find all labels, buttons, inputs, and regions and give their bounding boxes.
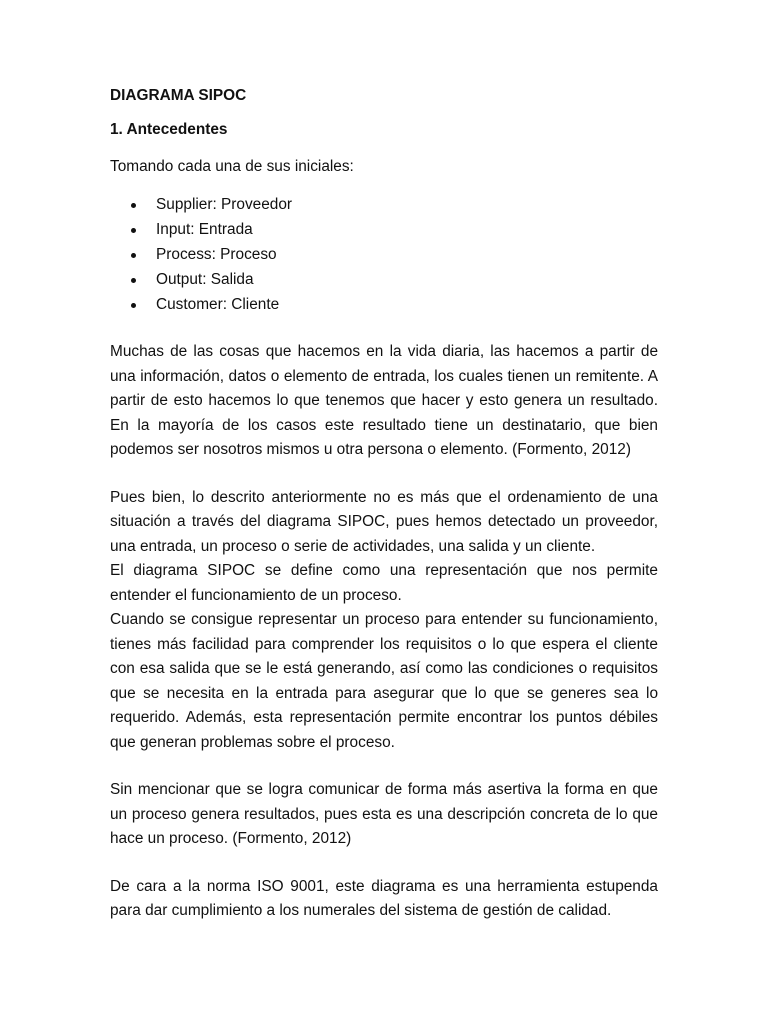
bullet-dot-icon [131,203,136,208]
paragraph-daily-life: Muchas de las cosas que hacemos en la vida diaria, las hacemos a partir de una información, datos o elemento de entrada, los cuales tienen un remitente. A partir de esto hacemos lo que tenemos que hacer y esto genera un resultado. En la mayoría de los casos este resultado tiene un destinatario, que bien podemos ser nosotros mismos u otra persona o elemento. (Formento, 2012) [110,343,658,459]
document-content [110,84,658,947]
paragraph-sipoc-order: Pues bien, lo descrito anteriormente no es más que el ordenamiento de una situación a través del diagrama SIPOC, pues hemos detectado un proveedor, una entrada, un proceso o serie de actividades, una salida y un cliente. [110,488,658,555]
intro-text: Tomando cada una de sus iniciales: [110,157,354,175]
bullet-item-output [110,268,658,293]
bullet-item-supplier [110,193,658,218]
bullet-dot-icon [131,253,136,258]
paragraph-process-understanding: Cuando se consigue representar un proceso para entender su funcionamiento, tienes más facilidad para comprender los requisitos o lo que espera el cliente con esa salida que se le está generando, así como las condiciones o requisitos que se necesita en la entrada para asegurar que lo que se generes sea lo requerido. Además, esta representación permite encontrar los puntos débiles que generan problemas sobre el proceso. [110,611,658,751]
bullet-text: Supplier: Proveedor [156,195,293,213]
bullet-text: Customer: Cliente [156,296,280,314]
bullet-text: Output: Salida [156,271,254,289]
bullet-dot-icon [131,228,136,233]
paragraph-iso-9001: De cara a la norma ISO 9001, este diagrama es una herramienta estupenda para dar cumplimiento a los numerales del sistema de gestión de calidad. [110,877,658,920]
bullet-item-process [110,243,658,268]
document-title: DIAGRAMA SIPOC [110,87,247,104]
bullet-dot-icon [131,303,136,308]
paragraph-sipoc-definition: El diagrama SIPOC se define como una representación que nos permite entender el funcionamiento de un proceso. [110,562,658,604]
bullet-text: Input: Entrada [156,220,253,238]
bullet-item-input [110,218,658,243]
bullet-list [110,193,658,318]
paragraph-communication: Sin mencionar que se logra comunicar de forma más asertiva la forma en que un proceso genera resultados, pues esta es una descripción concreta de lo que hace un proceso. (Formento, 2012) [110,781,658,848]
bullet-dot-icon [131,278,136,283]
bullet-text: Process: Proceso [156,246,277,264]
section-heading: 1. Antecedentes [110,121,228,139]
bullet-item-customer [110,293,658,318]
